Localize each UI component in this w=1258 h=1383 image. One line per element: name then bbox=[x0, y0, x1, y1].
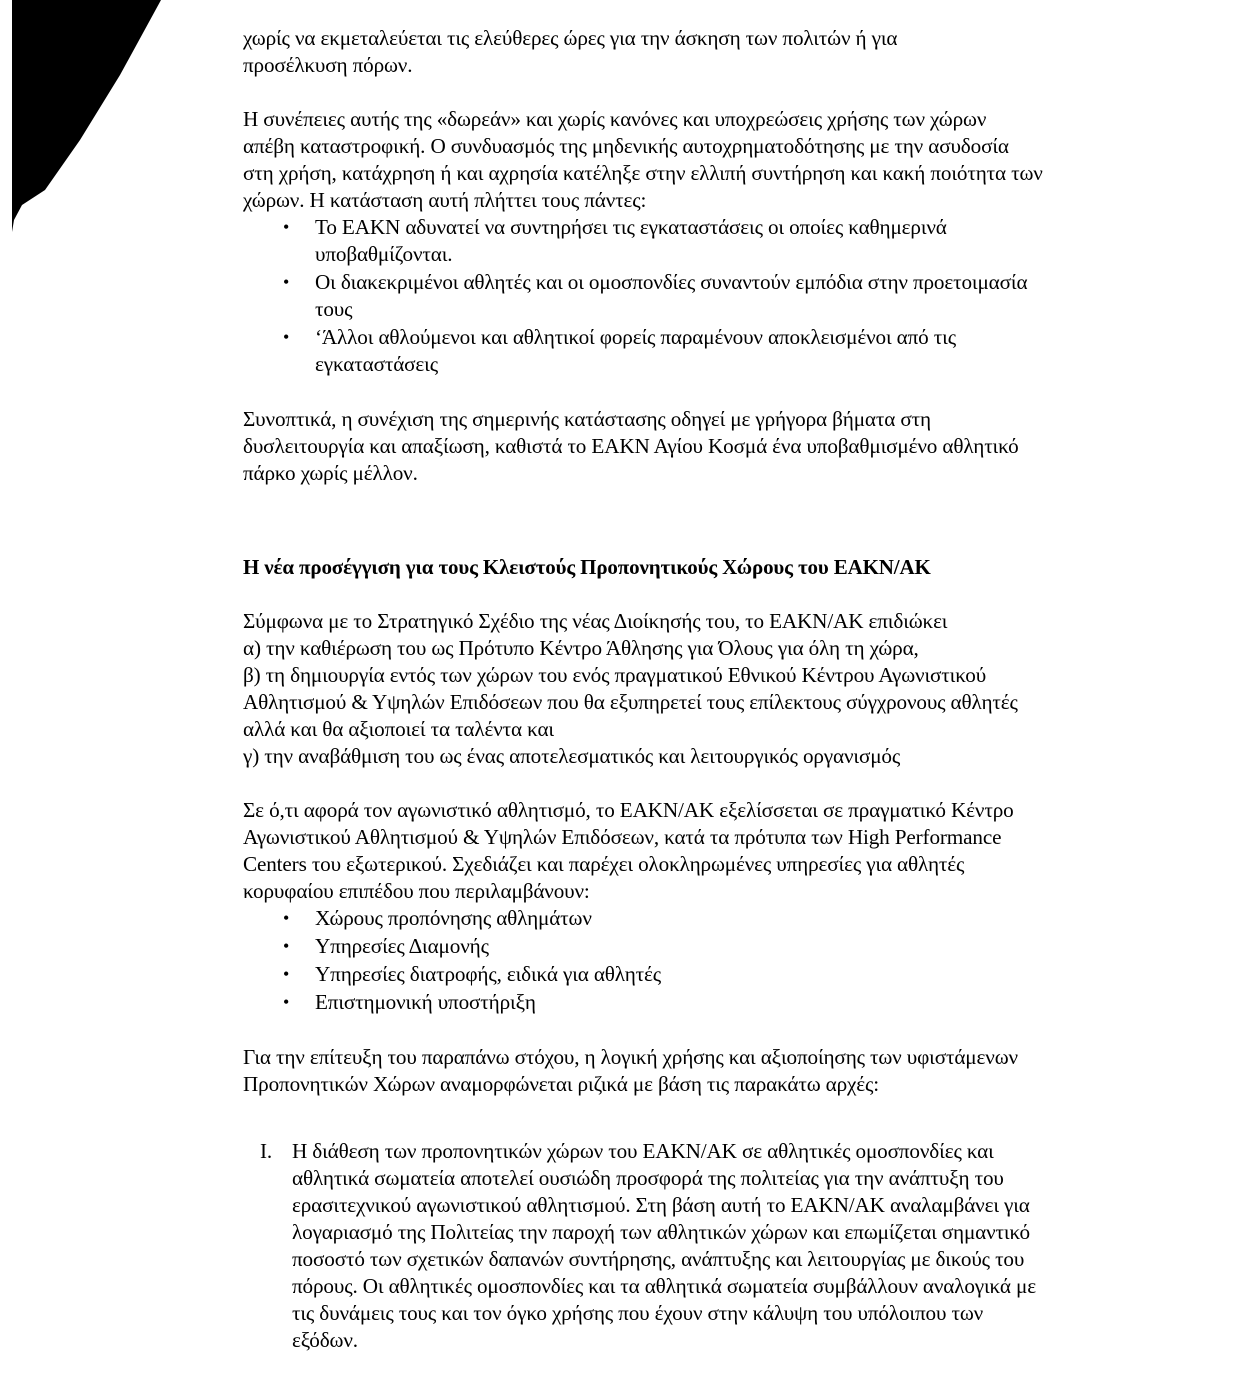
list-item bbox=[283, 905, 1053, 932]
consequences-bullet-list bbox=[243, 214, 1050, 378]
bullet-icon: • bbox=[283, 936, 290, 956]
strategy-line-b: β) τη δημιουργία εντός των χώρων του ενός πραγματικού Εθνικού Κέντρου Αγωνιστικού Αθλητισμού & Υψηλών Επιδόσεων που θα εξυπηρετεί τους επίλεκτους σύγχρονους αθλητές αλλά και θα αξιοποιεί τα ταλέντα και bbox=[243, 663, 1018, 741]
bullet-icon: • bbox=[283, 327, 290, 347]
list-item-text: Υπηρεσίες διατροφής, ειδικά για αθλητές bbox=[315, 962, 662, 986]
principles-list bbox=[243, 1138, 1052, 1354]
list-item bbox=[283, 933, 1053, 960]
list-item-text: Επιστημονική υποστήριξη bbox=[315, 990, 536, 1014]
list-item bbox=[283, 269, 1050, 323]
competitive-paragraph: Σε ό,τι αφορά τον αγωνιστικό αθλητισμό, το ΕΑΚΝ/ΑΚ εξελίσσεται σε πραγματικό Κέντρο Αγωνιστικού Αθλητισμού & Υψηλών Επιδόσεων, κατά τα πρότυπα των High Performance Centers του εξωτερικού. Σχεδιάζει και παρέχει ολοκληρωμένες υπηρεσίες για αθλητές κορυφαίου επιπέδου που περιλαμβάνουν: bbox=[243, 798, 1014, 903]
strategy-line-c: γ) την αναβάθμιση του ως ένας αποτελεσματικός και λειτουργικός οργανισμός bbox=[243, 744, 901, 768]
strategy-block bbox=[243, 608, 1053, 770]
strategy-line-intro: Σύμφωνα με το Στρατηγικό Σχέδιο της νέας Διοίκησής του, το ΕΑΚΝ/ΑΚ επιδιώκει bbox=[243, 609, 948, 633]
list-item-text: ‘Άλλοι αθλούμενοι και αθλητικοί φορείς παραμένουν αποκλεισμένοι από τις εγκαταστάσεις bbox=[315, 325, 956, 376]
bullet-icon: • bbox=[283, 992, 290, 1012]
principles-intro-paragraph: Για την επίτευξη του παραπάνω στόχου, η λογική χρήσης και αξιοποίησης των υφιστάμενων Προπονητικών Χώρων αναμορφώνεται ριζικά με βάση τις παρακάτω αρχές: bbox=[243, 1045, 1018, 1096]
bullet-icon: • bbox=[283, 964, 290, 984]
bullet-icon: • bbox=[283, 908, 290, 928]
list-item-text: Το ΕΑΚΝ αδυνατεί να συντηρήσει τις εγκαταστάσεις οι οποίες καθημερινά υποβαθμίζονται. bbox=[315, 215, 947, 266]
document-page bbox=[243, 25, 1053, 1354]
list-item bbox=[283, 989, 1053, 1016]
list-item-text: Χώρους προπόνησης αθλημάτων bbox=[315, 906, 592, 930]
consequences-paragraph: Η συνέπειες αυτής της «δωρεάν» και χωρίς κανόνες και υποχρεώσεις χρήσης των χώρων απέβη καταστροφική. Ο συνδυασμός της μηδενικής αυτοχρηματοδότησης με την ασυδοσία στη χρήση, κατάχρηση ή και αχρησία κατέληξε στην ελλιπή συντήρηση και κακή ποιότητα των χώρων. Η κατάσταση αυτή πλήττει τους πάντες: bbox=[243, 107, 1043, 212]
intro-paragraph: χωρίς να εκμεταλεύεται τις ελεύθερες ώρες για την άσκηση των πολιτών ή για προσέλκυση πόρων. bbox=[243, 26, 898, 77]
principle-numeral: I. bbox=[260, 1139, 273, 1163]
strategy-line-a: α) την καθιέρωση του ως Πρότυπο Κέντρο Άθλησης για Όλους για όλη τη χώρα, bbox=[243, 636, 919, 660]
section-heading: Η νέα προσέγγιση για τους Κλειστούς Προπονητικούς Χώρους του ΕΑΚΝ/ΑΚ bbox=[243, 555, 931, 579]
summary-paragraph: Συνοπτικά, η συνέχιση της σημερινής κατάστασης οδηγεί με γρήγορα βήματα στη δυσλειτουργία και απαξίωση, καθιστά το ΕΑΚΝ Αγίου Κοσμά ένα υποβαθμισμένο αθλητικό πάρκο χωρίς μέλλον. bbox=[243, 407, 1019, 485]
bullet-icon: • bbox=[283, 272, 290, 292]
bullet-icon: • bbox=[283, 217, 290, 237]
scan-corner-shadow bbox=[0, 0, 170, 240]
list-item-text: Υπηρεσίες Διαμονής bbox=[315, 934, 489, 958]
list-item bbox=[283, 324, 1050, 378]
principle-text: Η διάθεση των προπονητικών χώρων του ΕΑΚΝ/ΑΚ σε αθλητικές ομοσπονδίες και αθλητικά σωματεία αποτελεί ουσιώδη προσφορά της πολιτείας για την ανάπτυξη του ερασιτεχνικού αγωνιστικού αθλητισμού. Στη βάση αυτή το ΕΑΚΝ/ΑΚ αναλαμβάνει για λογαριασμό της Πολιτείας την παροχή των αθλητικών χώρων και επωμίζεται σημαντικό ποσοστό των σχετικών δαπανών συντήρησης, ανάπτυξης και λειτουργίας με δικούς του πόρους. Οι αθλητικές ομοσπονδίες και τα αθλητικά σωματεία συμβάλλουν αναλογικά με τις δυνάμεις τους και τον όγκο χρήσης που έχουν στην κάλυψη του υπόλοιπου των εξόδων. bbox=[292, 1139, 1036, 1352]
list-item bbox=[283, 214, 1050, 268]
list-item bbox=[283, 961, 1053, 988]
services-bullet-list bbox=[243, 905, 1053, 1016]
list-item-text: Οι διακεκριμένοι αθλητές και οι ομοσπονδίες συναντούν εμπόδια στην προετοιμασία τους bbox=[315, 270, 1028, 321]
principle-item bbox=[260, 1138, 1052, 1354]
